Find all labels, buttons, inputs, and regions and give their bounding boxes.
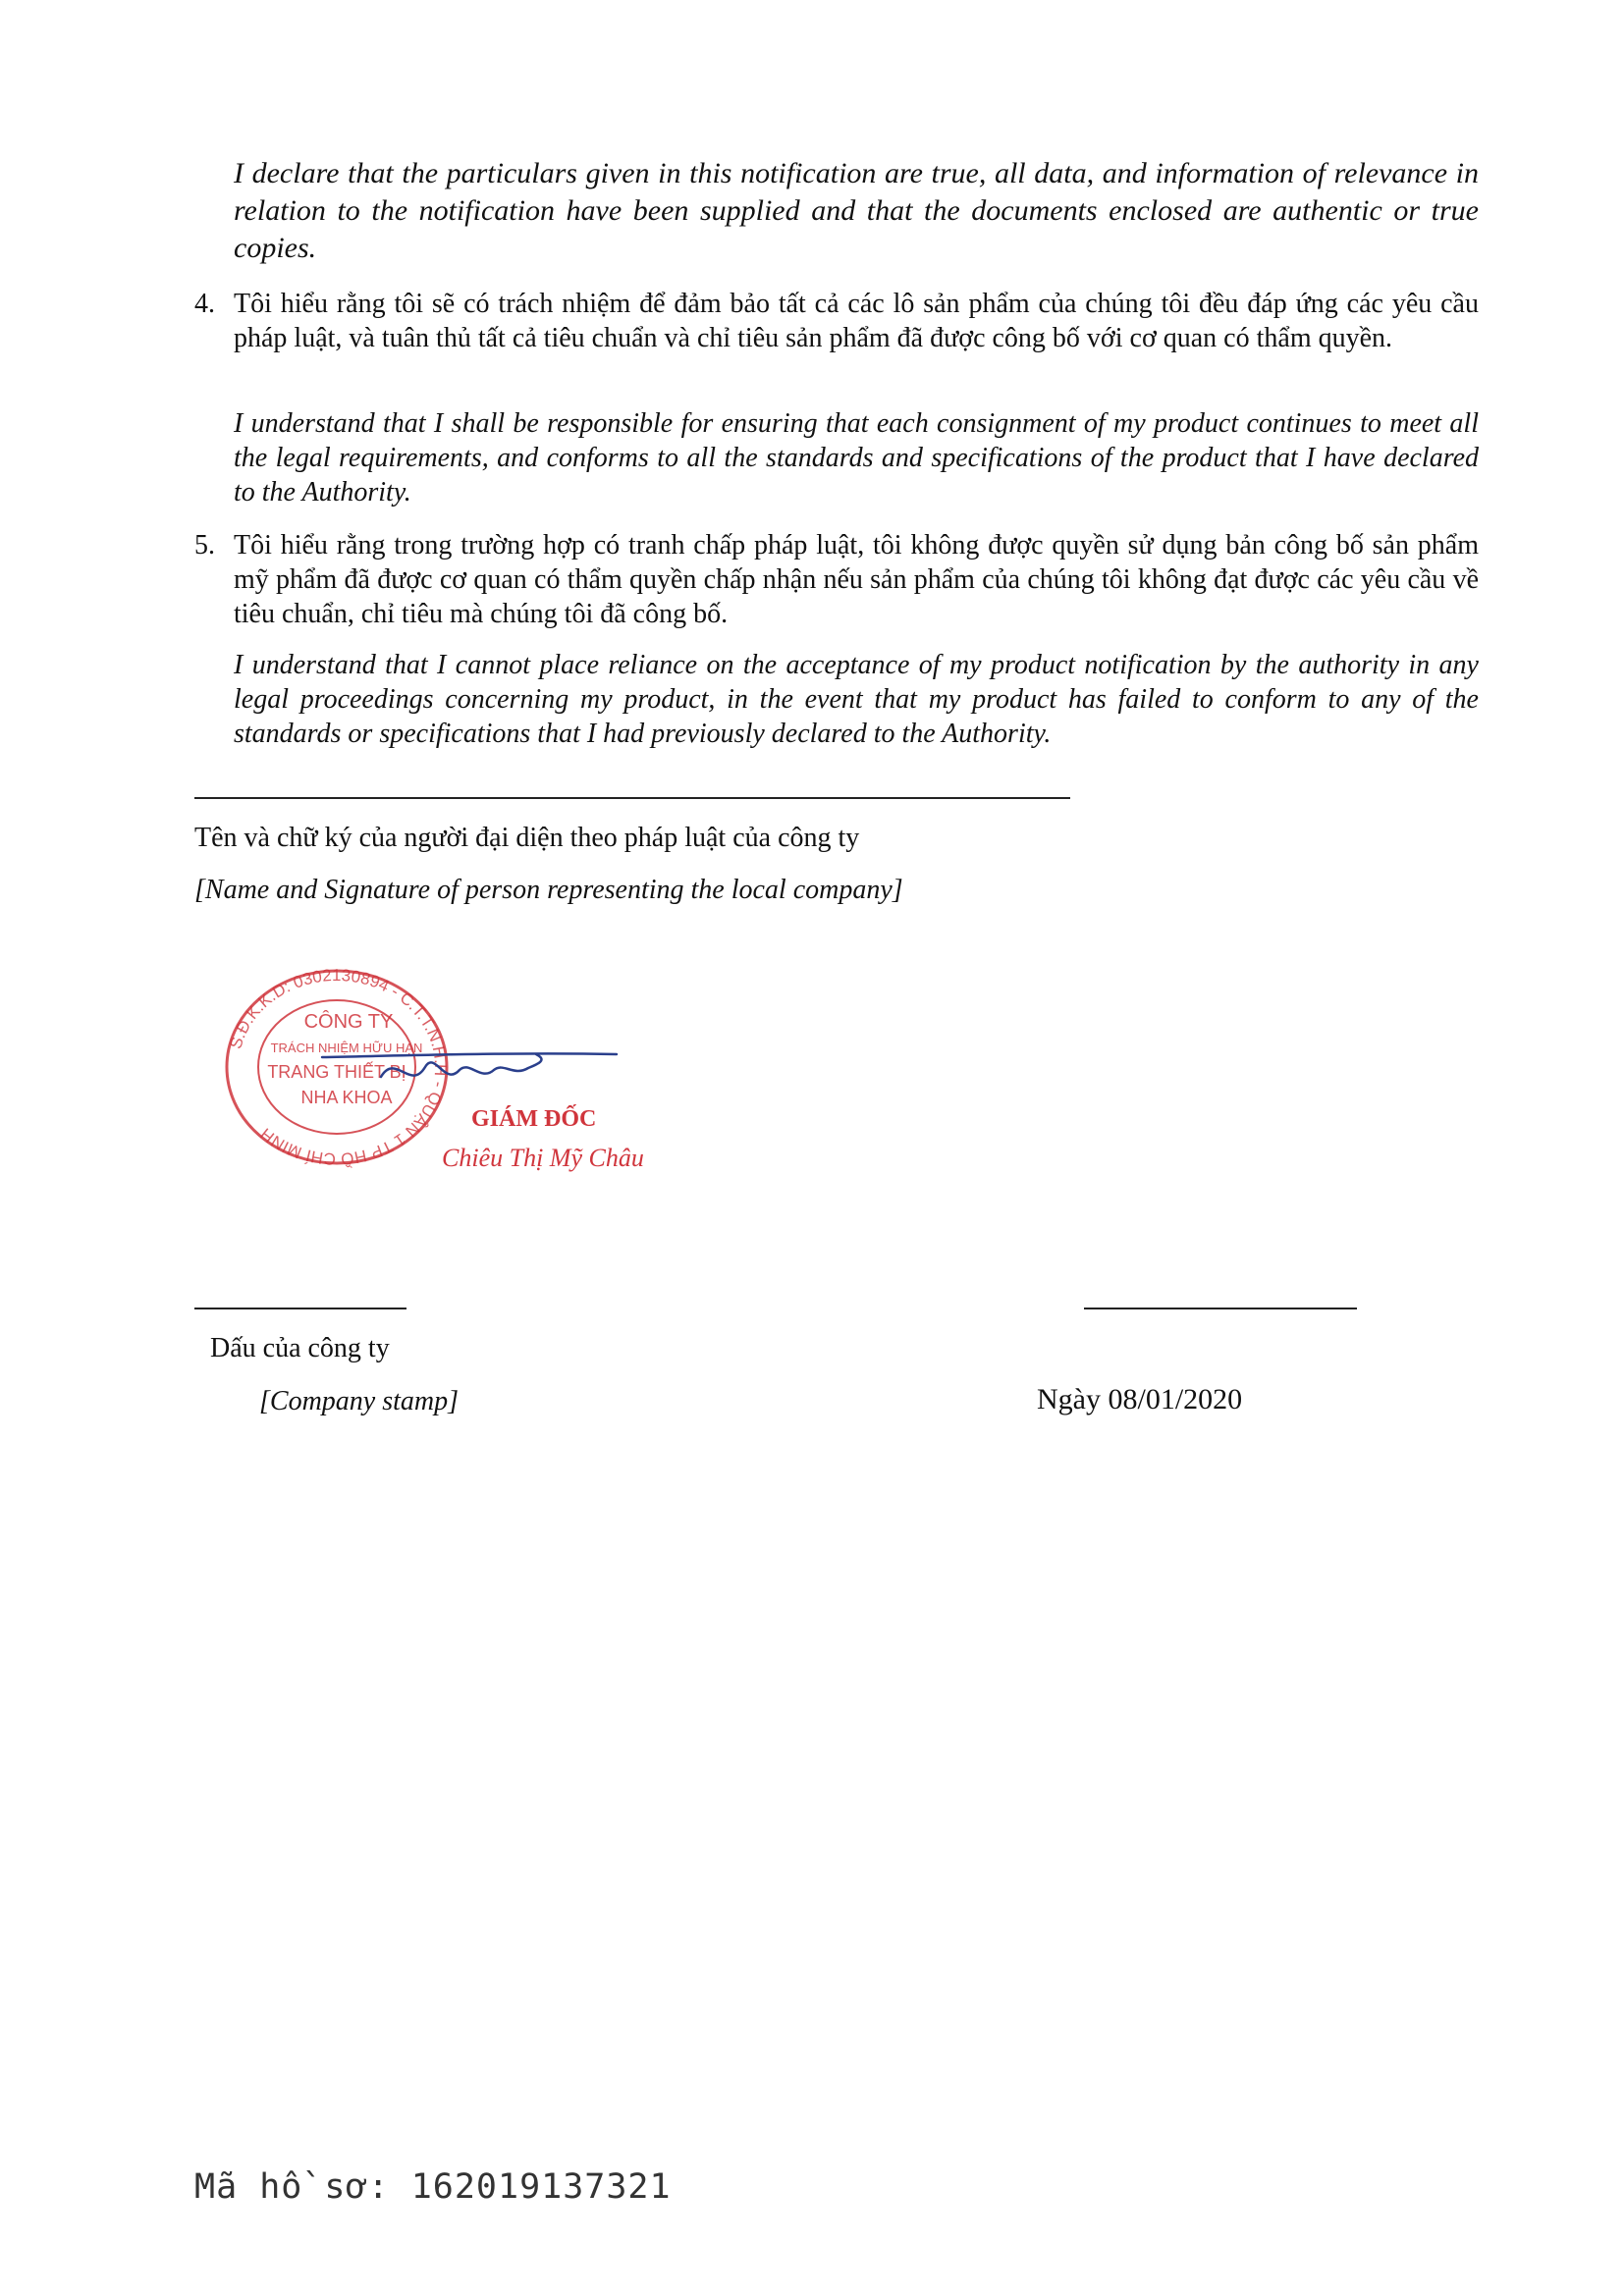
signatory-title: GIÁM ĐỐC	[471, 1106, 597, 1132]
seal-line-1: CÔNG TY	[303, 1011, 394, 1033]
seal-line-4: NHA KHOA	[300, 1088, 393, 1107]
company-stamp-label-vietnamese: Dấu của công ty	[210, 1333, 390, 1363]
seal-line-3: TRANG THIẾT BỊ	[267, 1062, 406, 1082]
declaration-english: I declare that the particulars given in this notification are true, all data, and information of relevance in relation to the notification have been supplied and that the documents enclosed are authentic or true copies.	[234, 157, 1479, 264]
file-code: Mã hồ sơ: 162019137321	[194, 2167, 672, 2207]
seal-line-2: TRÁCH NHIỆM HỮU HẠN	[270, 1041, 423, 1055]
item-number-5: 5.	[194, 530, 215, 561]
signature-line	[194, 797, 1070, 799]
company-stamp-line	[194, 1308, 406, 1309]
signature-label-english: [Name and Signature of person representing the local company]	[194, 875, 903, 905]
company-seal-and-signature	[224, 944, 695, 1190]
company-stamp-label-english: [Company stamp]	[259, 1386, 460, 1416]
item-4-english: I understand that I shall be responsible for ensuring that each consignment of my product continues to meet all the legal requirements, and conforms to all the standards and specifications of the product that I have declared to the Authority.	[234, 408, 1479, 507]
signature-label-vietnamese: Tên và chữ ký của người đại diện theo pháp luật của công ty	[194, 823, 860, 853]
item-4-vietnamese: Tôi hiểu rằng tôi sẽ có trách nhiệm để đảm bảo tất cả các lô sản phẩm của chúng tôi đều đáp ứng các yêu cầu pháp luật, và tuân thủ tất cả tiêu chuẩn và chỉ tiêu sản phẩm đã được công bố với cơ quan có thẩm quyền.	[234, 289, 1479, 353]
item-5-english: I understand that I cannot place reliance on the acceptance of my product notification by the authority in any legal proceedings concerning my product, in the event that my product has failed to conform to any of the standards or specifications that I had previously declared to the Authority.	[234, 650, 1479, 749]
item-number-4: 4.	[194, 289, 215, 319]
date-line	[1084, 1308, 1357, 1309]
signatory-name: Chiêu Thị Mỹ Châu	[442, 1144, 644, 1172]
document-date: Ngày 08/01/2020	[1037, 1383, 1243, 1415]
seal-ring-text: S.Đ.K.K.D: 0302130894 - C.T.T.N.H.H - QUẬN 1 TP HỒ CHÍ MINH	[226, 965, 451, 1169]
item-5-vietnamese: Tôi hiểu rằng trong trường hợp có tranh chấp pháp luật, tôi không được quyền sử dụng bản công bố sản phẩm mỹ phẩm đã được cơ quan có thẩm quyền chấp nhận nếu sản phẩm của chúng tôi không đạt được các yêu cầu về tiêu chuẩn, chỉ tiêu mà chúng tôi đã công bố.	[234, 530, 1479, 629]
